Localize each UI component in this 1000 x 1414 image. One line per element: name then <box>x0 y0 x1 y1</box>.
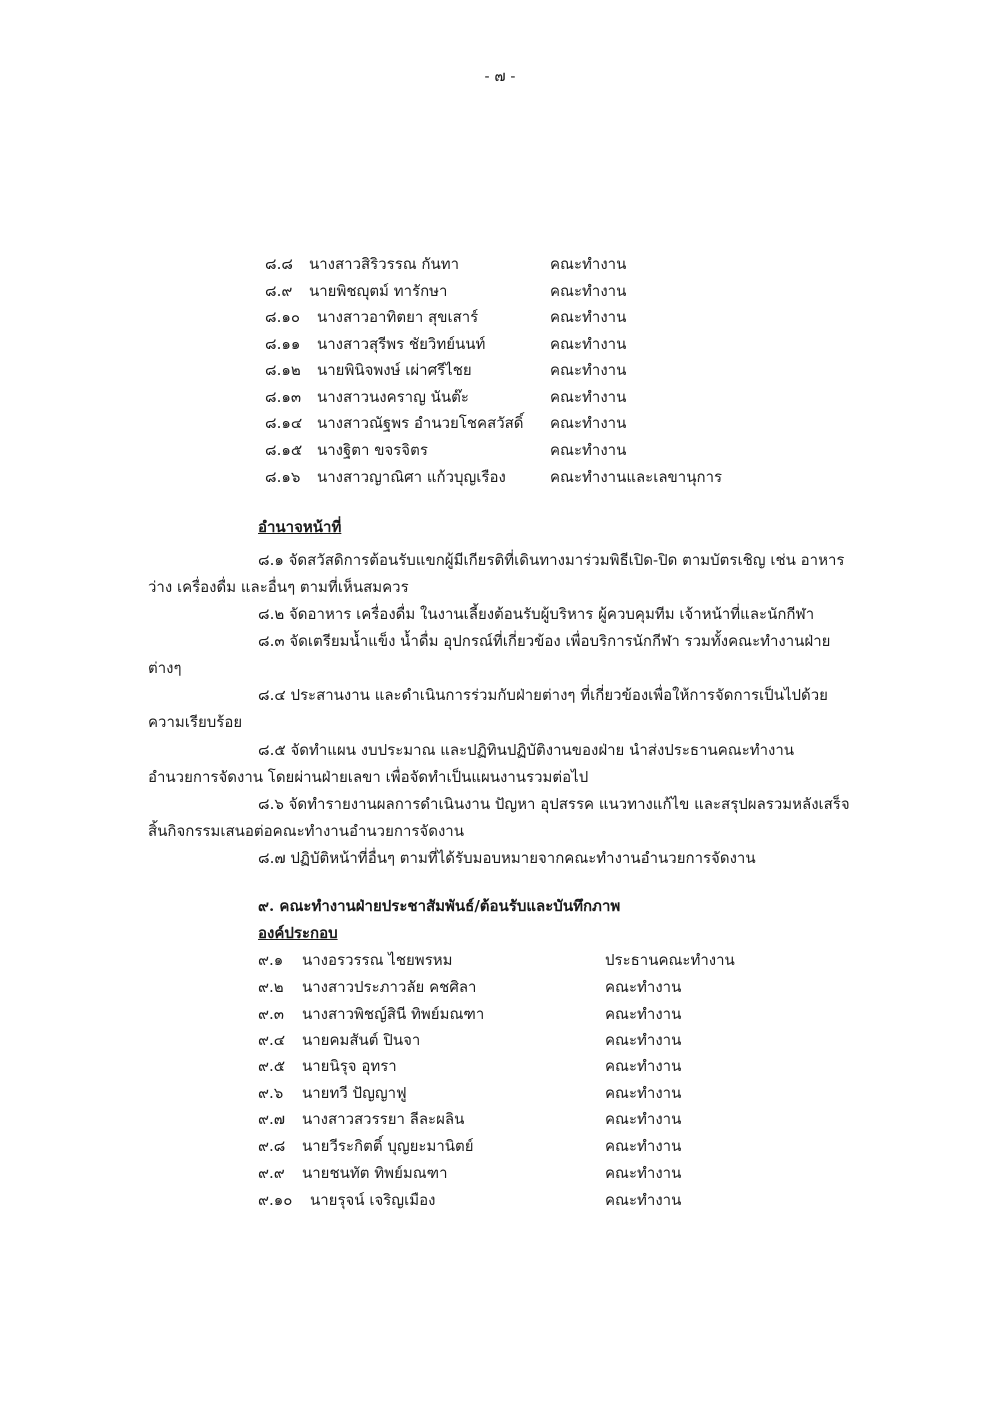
member-name: นายนิรุจ อุทรา <box>302 1057 397 1075</box>
member-role: คณะทำงาน <box>550 414 627 432</box>
member-number: ๘.๘ <box>265 255 293 273</box>
member-role: คณะทำงาน <box>605 1137 682 1155</box>
member-name: นางสาวนงคราญ นันต๊ะ <box>317 388 469 406</box>
member-row <box>258 975 758 999</box>
member-name: นายคมสันต์ ปินจา <box>302 1031 421 1049</box>
member-role: คณะทำงาน <box>605 1005 682 1023</box>
member-name: นางอรวรรณ ไชยพรหม <box>302 951 453 969</box>
member-name: นางสาวสุรีพร ชัยวิทย์นนท์ <box>317 335 486 353</box>
member-name: นางฐิตา ขจรจิตร <box>317 441 428 459</box>
member-row <box>265 305 765 329</box>
member-number: ๙.๑๐ <box>258 1191 293 1209</box>
member-role: คณะทำงาน <box>550 388 627 406</box>
member-role: คณะทำงาน <box>605 1191 682 1209</box>
duty-line: ๘.๕ จัดทำแผน งบประมาณ และปฏิทินปฏิบัติงานของฝ่าย นำส่งประธานคณะทำงาน <box>258 741 795 759</box>
member-number: ๙.๙ <box>258 1164 285 1182</box>
duty-line: สิ้นกิจกรรมเสนอต่อคณะทำงานอำนวยการจัดงาน <box>148 822 464 840</box>
member-row <box>265 279 765 303</box>
duty-line: อำนวยการจัดงาน โดยผ่านฝ่ายเลขา เพื่อจัดทำเป็นแผนงานรวมต่อไป <box>148 768 589 786</box>
member-row <box>265 385 765 409</box>
member-number: ๘.๑๕ <box>265 441 303 459</box>
member-role: คณะทำงาน <box>550 282 627 300</box>
composition-heading: องค์ประกอบ <box>258 924 338 942</box>
member-row <box>258 1188 758 1212</box>
member-row <box>258 1002 758 1026</box>
member-role: คณะทำงาน <box>550 308 627 326</box>
member-name: นายรุจน์ เจริญเมือง <box>310 1191 436 1209</box>
member-number: ๙.๔ <box>258 1031 286 1049</box>
member-name: นางสาวญาณิศา แก้วบุญเรือง <box>317 468 506 486</box>
member-number: ๘.๑๖ <box>265 468 301 486</box>
member-number: ๙.๕ <box>258 1057 286 1075</box>
member-row <box>265 465 765 489</box>
member-name: นางสาวอาทิตยา สุขเสาร์ <box>317 308 479 326</box>
member-number: ๙.๗ <box>258 1110 286 1128</box>
member-number: ๘.๑๔ <box>265 414 303 432</box>
member-name: นายชนทัต ทิพย์มณฑา <box>302 1164 448 1182</box>
member-role: คณะทำงาน <box>550 361 627 379</box>
member-name: นายพินิจพงษ์ เผ่าศรีไชย <box>317 361 472 379</box>
member-number: ๘.๙ <box>265 282 293 300</box>
member-name: นางสาวพิชญ์สินี ทิพย์มณฑา <box>302 1005 485 1023</box>
duty-line: ว่าง เครื่องดื่ม และอื่นๆ ตามที่เห็นสมควร <box>148 578 409 596</box>
member-number: ๘.๑๓ <box>265 388 302 406</box>
member-row <box>265 332 765 356</box>
member-row <box>258 1134 758 1158</box>
member-name: นางสาวณัฐพร อำนวยโชคสวัสดิ์ <box>317 414 524 432</box>
member-name: นายวีระกิตติ์ บุญยะมานิตย์ <box>302 1137 474 1155</box>
member-role: คณะทำงานและเลขานุการ <box>550 468 723 486</box>
duty-line: ๘.๔ ประสานงาน และดำเนินการร่วมกับฝ่ายต่างๆ ที่เกี่ยวข้องเพื่อให้การจัดการเป็นไปด้วย <box>258 686 828 704</box>
duty-line: ความเรียบร้อย <box>148 713 243 731</box>
member-number: ๘.๑๑ <box>265 335 301 353</box>
member-role: คณะทำงาน <box>605 1084 682 1102</box>
member-row <box>258 1081 758 1105</box>
member-row <box>258 948 758 972</box>
member-role: คณะทำงาน <box>550 255 627 273</box>
member-name: นายทวี ปัญญาฟู <box>302 1084 407 1102</box>
member-role: คณะทำงาน <box>605 1057 682 1075</box>
duty-line: ๘.๑ จัดสวัสดิการต้อนรับแขกผู้มีเกียรติที่เดินทางมาร่วมพิธีเปิด-ปิด ตามบัตรเชิญ เช่น อาหาร <box>258 551 845 569</box>
member-role: คณะทำงาน <box>550 335 627 353</box>
member-row <box>258 1161 758 1185</box>
member-number: ๙.๖ <box>258 1084 284 1102</box>
member-name: นางสาวสวรรยา ลีละผลิน <box>302 1110 465 1128</box>
member-name: นายพิชญุตม์ ทารักษา <box>309 282 448 300</box>
member-role: คณะทำงาน <box>550 441 627 459</box>
member-number: ๙.๑ <box>258 951 284 969</box>
duty-line: ต่างๆ <box>148 659 182 677</box>
duty-line: ๘.๒ จัดอาหาร เครื่องดื่ม ในงานเลี้ยงต้อนรับผู้บริหาร ผู้ควบคุมทีม เจ้าหน้าที่และนักกีฬา <box>258 605 815 623</box>
member-row <box>258 1054 758 1078</box>
member-number: ๘.๑๐ <box>265 308 301 326</box>
member-name: นางสาวสิริวรรณ กันทา <box>309 255 460 273</box>
duty-line: ๘.๖ จัดทำรายงานผลการดำเนินงาน ปัญหา อุปสรรค แนวทางแก้ไข และสรุปผลรวมหลังเสร็จ <box>258 795 850 813</box>
member-row <box>265 411 765 435</box>
member-role: คณะทำงาน <box>605 1164 682 1182</box>
member-row <box>265 358 765 382</box>
member-number: ๙.๘ <box>258 1137 286 1155</box>
member-number: ๙.๒ <box>258 978 284 996</box>
member-number: ๙.๓ <box>258 1005 285 1023</box>
member-number: ๘.๑๒ <box>265 361 301 379</box>
member-row <box>265 252 765 276</box>
member-row <box>265 438 765 462</box>
page-number: - ๗ - <box>484 67 516 85</box>
section9-title: ๙. คณะทำงานฝ่ายประชาสัมพันธ์/ต้อนรับและบันทึกภาพ <box>258 897 621 915</box>
member-role: คณะทำงาน <box>605 1031 682 1049</box>
member-name: นางสาวประภาวลัย คชศิลา <box>302 978 477 996</box>
member-row <box>258 1107 758 1131</box>
member-role: คณะทำงาน <box>605 1110 682 1128</box>
member-role: คณะทำงาน <box>605 978 682 996</box>
member-role: ประธานคณะทำงาน <box>605 951 735 969</box>
duty-line: ๘.๓ จัดเตรียมน้ำแข็ง น้ำดื่ม อุปกรณ์ที่เกี่ยวข้อง เพื่อบริการนักกีฬา รวมทั้งคณะทำงานฝ่าย <box>258 632 831 650</box>
duties-heading: อำนาจหน้าที่ <box>258 518 342 536</box>
member-row <box>258 1028 758 1052</box>
duty-line: ๘.๗ ปฏิบัติหน้าที่อื่นๆ ตามที่ได้รับมอบหมายจากคณะทำงานอำนวยการจัดงาน <box>258 849 756 867</box>
